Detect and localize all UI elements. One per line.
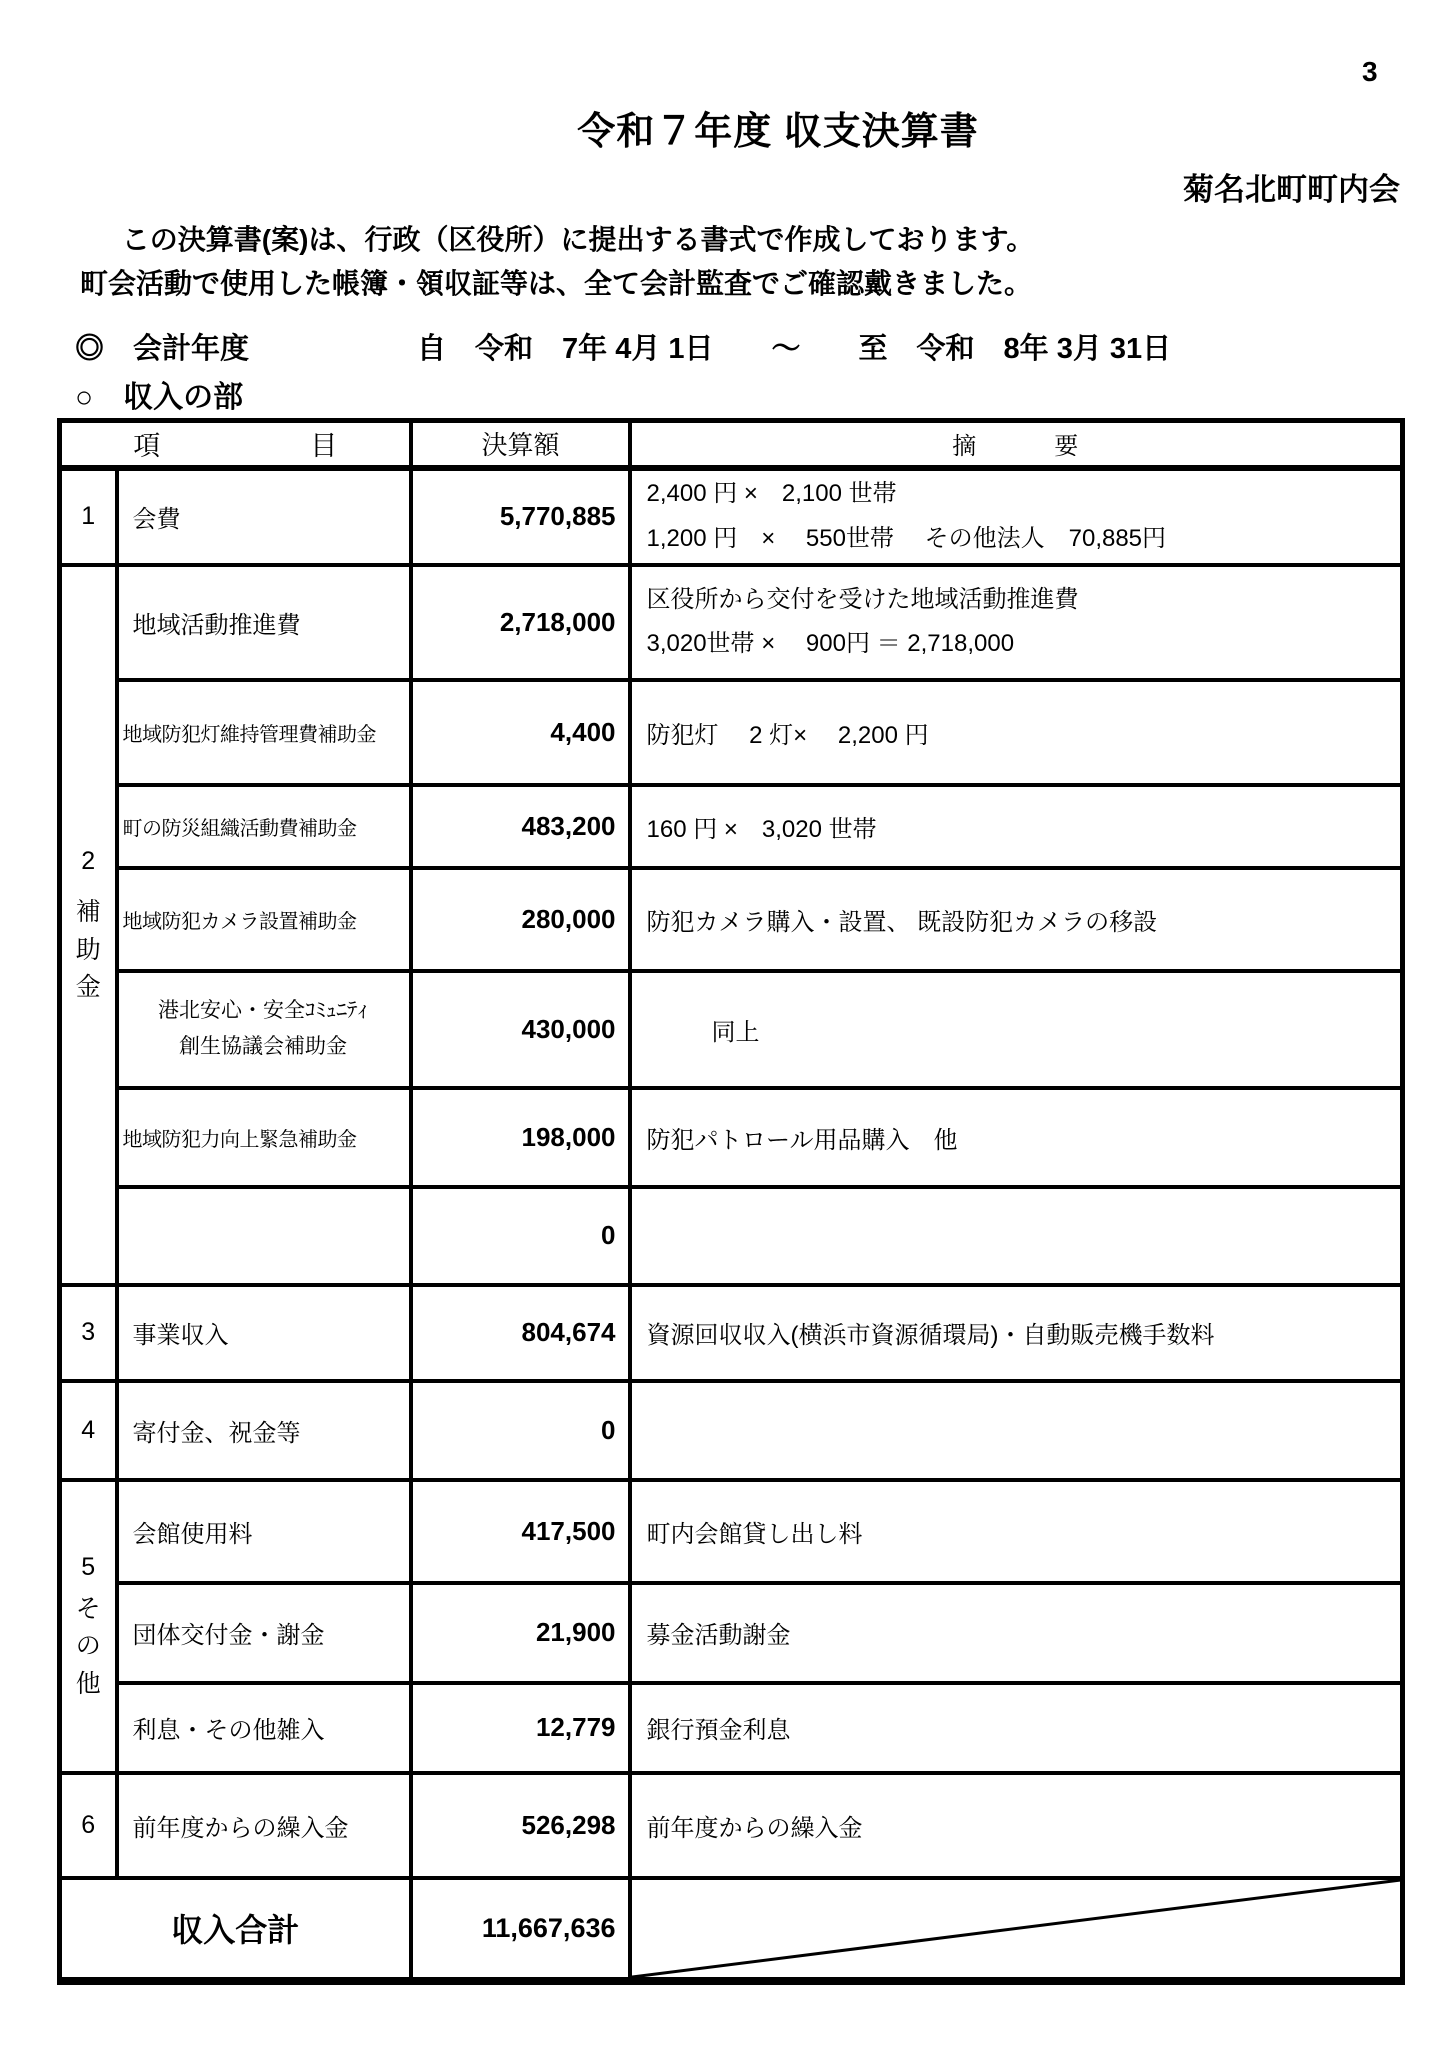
- page-number: 3: [1362, 56, 1378, 87]
- table-row: [60, 785, 1403, 868]
- fiscal-year-value: 自 令和 7年 4月 1日 ～ 至 令和 8年 3月 31日: [417, 333, 1172, 365]
- item-name: 地域防犯力向上緊急補助金: [117, 1088, 411, 1187]
- item-name: 団体交付金・謝金: [117, 1583, 411, 1683]
- remark: 防犯灯 2 灯× 2,200 円: [630, 680, 1403, 785]
- notice-line-2: 町会活動で使用した帳簿・領収証等は、全て会計監査でご確認戴きました。: [79, 268, 1033, 299]
- item-name: 地域防犯カメラ設置補助金: [117, 868, 411, 971]
- table-row: [60, 565, 1403, 680]
- remark: 160 円 × 3,020 世帯: [630, 785, 1403, 868]
- group-5-other-label: [60, 1480, 117, 1773]
- item-name: 地域防犯灯維持管理費補助金: [117, 680, 411, 785]
- remark-line: 2,400 円 × 2,100 世帯: [646, 480, 897, 508]
- remark: 同上: [630, 971, 1403, 1088]
- group-char: 補: [75, 898, 101, 926]
- amount-value: 483,200: [411, 785, 630, 868]
- group-number: 2: [81, 846, 96, 875]
- remark: 前年度からの繰入金: [630, 1773, 1403, 1878]
- total-label: 収入合計: [60, 1878, 411, 1981]
- income-table: [57, 418, 1405, 1985]
- table-row: [60, 1683, 1403, 1773]
- document-title: 令和７年度 収支決算書: [577, 111, 979, 153]
- table-row: [60, 680, 1403, 785]
- total-remark-diagonal: [630, 1878, 1403, 1981]
- amount-value: 0: [411, 1381, 630, 1480]
- remark: [630, 1187, 1403, 1285]
- fiscal-year-line: [75, 326, 1171, 367]
- item-name: 事業収入: [117, 1285, 411, 1381]
- group-2-subsidies-label: [60, 565, 117, 1285]
- table-row: [60, 1381, 1403, 1480]
- table-row: [60, 1088, 1403, 1187]
- remark: 資源回収収入(横浜市資源循環局)・自動販売機手数料: [630, 1285, 1403, 1381]
- item-name: 会館使用料: [117, 1480, 411, 1583]
- item-name-line1: 港北安心・安全ｺﾐｭﾆﾃｨ: [158, 999, 368, 1023]
- header-item: [60, 421, 411, 468]
- notice-line-1: この決算書(案)は、行政（区役所）に提出する書式で作成しております。: [121, 224, 1035, 255]
- table-row: [60, 1583, 1403, 1683]
- header-amount: 決算額: [411, 421, 630, 468]
- total-amount: 11,667,636: [411, 1878, 630, 1981]
- row-number: 4: [60, 1381, 117, 1480]
- item-name: 会費: [117, 468, 411, 565]
- remark-line: 区役所から交付を受けた地域活動推進費: [646, 585, 1079, 613]
- item-name: 前年度からの繰入金: [117, 1773, 411, 1878]
- amount-value: 280,000: [411, 868, 630, 971]
- group-char: 他: [75, 1669, 101, 1698]
- table-row: [60, 971, 1403, 1088]
- item-name: 地域活動推進費: [117, 565, 411, 680]
- diagonal-strike-line: [632, 1880, 1401, 1977]
- header-remark-char2: 要: [1054, 433, 1079, 461]
- group-char: の: [75, 1632, 101, 1660]
- amount-value: 21,900: [411, 1583, 630, 1683]
- table-row: [60, 868, 1403, 971]
- header-item-char1: 項: [133, 431, 161, 462]
- amount-value: 12,779: [411, 1683, 630, 1773]
- amount-value: 430,000: [411, 971, 630, 1088]
- row-number: 1: [60, 468, 117, 565]
- row-number: 6: [60, 1773, 117, 1878]
- item-name: 寄付金、祝金等: [117, 1381, 411, 1480]
- table-row: [60, 1285, 1403, 1381]
- item-name: 利息・その他雑入: [117, 1683, 411, 1773]
- remark: 銀行預金利息: [630, 1683, 1403, 1773]
- header-remark: [630, 421, 1403, 468]
- header-remark-char1: 摘: [952, 433, 977, 461]
- group-number: 5: [81, 1553, 96, 1581]
- remark: 町内会館貸し出し料: [630, 1480, 1403, 1583]
- fiscal-year-label: ◎ 会計年度: [75, 333, 250, 365]
- amount-value: 417,500: [411, 1480, 630, 1583]
- organization-name: 菊名北町町内会: [1183, 172, 1400, 207]
- item-name: [117, 971, 411, 1088]
- header-item-char2: 目: [310, 431, 338, 462]
- amount-value: 0: [411, 1187, 630, 1285]
- remark: [630, 565, 1403, 680]
- amount-value: 5,770,885: [411, 468, 630, 565]
- group-char: 金: [75, 973, 101, 1001]
- remark-line: 1,200 円 × 550世帯 その他法人 70,885円: [646, 524, 1167, 552]
- item-name: 町の防災組織活動費補助金: [117, 785, 411, 868]
- item-name: [117, 1187, 411, 1285]
- table-row: [60, 1187, 1403, 1285]
- remark: [630, 468, 1403, 565]
- amount-value: 198,000: [411, 1088, 630, 1187]
- amount-value: 526,298: [411, 1773, 630, 1878]
- table-row: [60, 468, 1403, 565]
- income-section-label: ○ 収入の部: [75, 381, 244, 414]
- amount-value: 2,718,000: [411, 565, 630, 680]
- remark: 防犯パトロール用品購入 他: [630, 1088, 1403, 1187]
- remark: 募金活動謝金: [630, 1583, 1403, 1683]
- remark-line: 3,020世帯 × 900円 ＝ 2,718,000: [646, 630, 1015, 657]
- amount-value: 4,400: [411, 680, 630, 785]
- group-char: 助: [75, 935, 101, 964]
- table-row: [60, 1773, 1403, 1878]
- total-row: [60, 1878, 1403, 1981]
- table-header-row: [60, 421, 1403, 468]
- item-name-line2: 創生協議会補助金: [179, 1035, 347, 1058]
- remark: 防犯カメラ購入・設置、 既設防犯カメラの移設: [630, 868, 1403, 971]
- amount-value: 804,674: [411, 1285, 630, 1381]
- group-char: そ: [75, 1594, 101, 1623]
- table-row: [60, 1480, 1403, 1583]
- remark: [630, 1381, 1403, 1480]
- row-number: 3: [60, 1285, 117, 1381]
